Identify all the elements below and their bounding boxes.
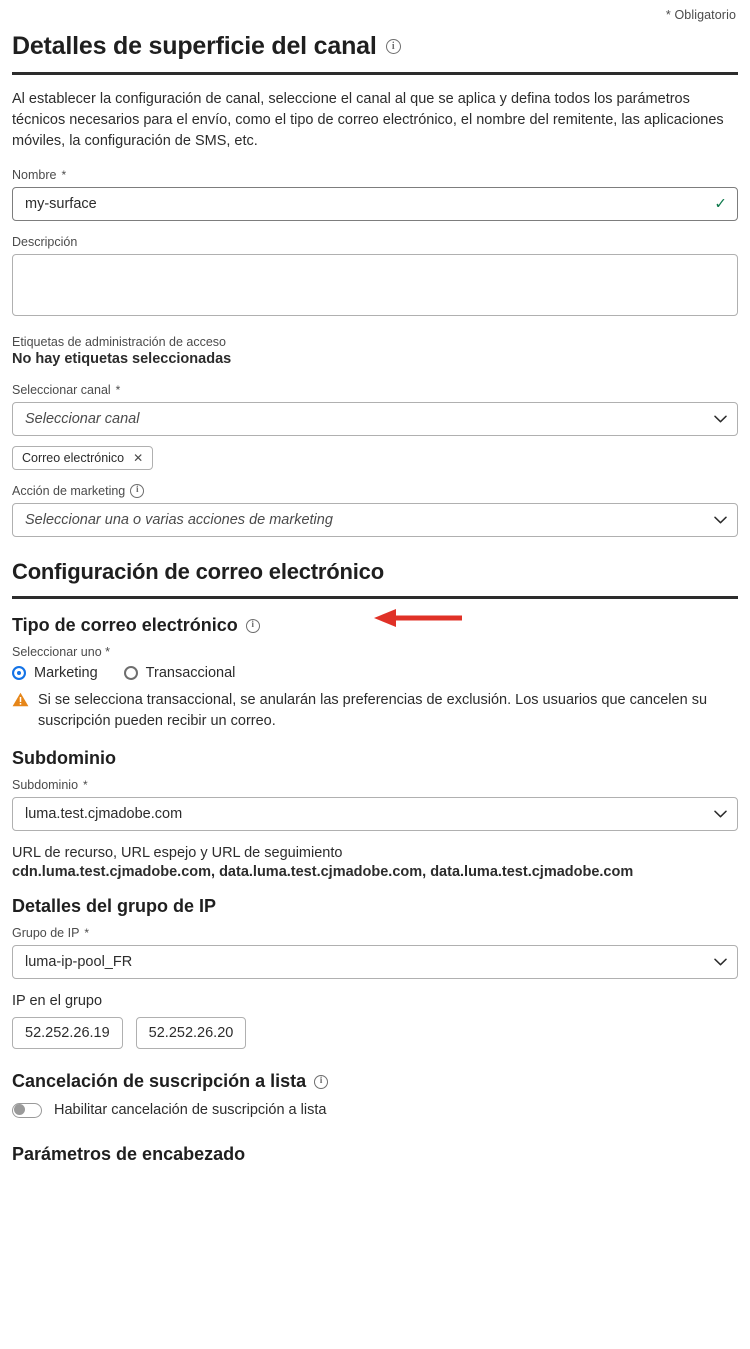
- ip-chip: 52.252.26.19: [12, 1017, 123, 1049]
- page-title-text: Detalles de superficie del canal: [12, 32, 377, 60]
- required-note: * Obligatorio: [665, 8, 736, 22]
- email-config-title: [12, 559, 738, 585]
- ip-pool-required-marker: *: [84, 926, 90, 940]
- name-field-label: [12, 168, 738, 182]
- email-type-select-label: [12, 645, 738, 659]
- subdomain-select[interactable]: [12, 797, 738, 831]
- warning-icon: [12, 692, 29, 712]
- info-icon[interactable]: i: [386, 39, 401, 54]
- channel-select-label: [12, 383, 738, 397]
- name-input-wrap: [12, 187, 738, 221]
- resource-urls-value: cdn.luma.test.cjmadobe.com, data.luma.test.cjmadobe.com, data.luma.test.cjmadobe.com: [12, 864, 634, 880]
- transactional-warning: [12, 690, 738, 732]
- ip-pool-field-label: [12, 926, 738, 940]
- email-type-required-marker: *: [105, 645, 111, 659]
- info-icon[interactable]: i: [314, 1075, 328, 1089]
- name-input[interactable]: [12, 187, 738, 221]
- channel-select[interactable]: [12, 402, 738, 436]
- subdomain-value: luma.test.cjmadobe.com: [25, 806, 183, 822]
- ips-in-pool-label: IP en el grupo: [12, 993, 103, 1009]
- transactional-warning-text: Si se selecciona transaccional, se anularán las preferencias de exclusión. Los usuarios que cancelen su suscripción pueden recibir un correo.: [38, 692, 708, 729]
- radio-dot-icon: [124, 666, 138, 680]
- email-type-radio-group: [12, 665, 738, 681]
- radio-transactional-label: Transaccional: [145, 665, 236, 681]
- email-config-divider: [12, 596, 738, 599]
- header-params-title-text: Parámetros de encabezado: [12, 1144, 246, 1164]
- header-params-title: [12, 1144, 738, 1165]
- subdomain-label-text: Subdominio: [12, 778, 79, 792]
- toggle-knob: [14, 1104, 25, 1115]
- name-label-text: Nombre: [12, 168, 57, 182]
- subdomain-select-wrap: [12, 797, 738, 831]
- radio-dot-icon: [12, 666, 26, 680]
- list-unsubscribe-title: [12, 1071, 738, 1092]
- subdomain-field-label: [12, 778, 738, 792]
- ip-pool-value: luma-ip-pool_FR: [25, 954, 133, 970]
- channel-select-wrap: [12, 402, 738, 436]
- channel-tag-label: Correo electrónico: [22, 451, 125, 465]
- list-unsubscribe-toggle[interactable]: [12, 1103, 42, 1118]
- title-divider: [12, 72, 738, 75]
- list-unsubscribe-toggle-label: Habilitar cancelación de suscripción a lista: [54, 1102, 327, 1118]
- description-label-text: Descripción: [12, 235, 78, 249]
- email-type-title-text: Tipo de correo electrónico: [12, 615, 238, 635]
- ip-pool-label-text: Grupo de IP: [12, 926, 80, 940]
- ip-list: [12, 1017, 738, 1049]
- check-icon: ✓: [714, 195, 727, 213]
- subdomain-title-text: Subdominio: [12, 748, 116, 768]
- ip-pool-select-wrap: [12, 945, 738, 979]
- marketing-action-select[interactable]: [12, 503, 738, 537]
- channel-select-label-text: Seleccionar canal: [12, 383, 111, 397]
- access-labels-label: Etiquetas de administración de acceso: [12, 335, 227, 349]
- email-type-select-label-text: Seleccionar uno: [12, 645, 102, 659]
- radio-transactional[interactable]: [124, 665, 236, 681]
- list-unsubscribe-title-text: Cancelación de suscripción a lista: [12, 1071, 307, 1091]
- marketing-action-select-wrap: [12, 503, 738, 537]
- marketing-action-label: [12, 484, 738, 498]
- intro-text: Al establecer la configuración de canal, seleccione el canal al que se aplica y defina todos los parámetros técnicos necesarios para el envío, como el tipo de correo electrónico, el nombre del remitente, las aplicaciones móviles, la configuración de SMS, etc.: [12, 91, 724, 149]
- page-title: [12, 32, 738, 61]
- description-input-wrap: [12, 254, 738, 321]
- info-icon[interactable]: i: [246, 619, 260, 633]
- subdomain-title: [12, 748, 738, 769]
- subdomain-required-marker: *: [83, 778, 88, 792]
- list-unsubscribe-toggle-row[interactable]: [12, 1102, 738, 1118]
- description-field-label: [12, 235, 738, 249]
- description-input[interactable]: [12, 254, 738, 316]
- marketing-action-label-text: Acción de marketing: [12, 484, 126, 498]
- ip-chip: 52.252.26.20: [136, 1017, 247, 1049]
- marketing-action-value: Seleccionar una o varias acciones de marketing: [25, 512, 333, 528]
- email-type-title: [12, 615, 738, 636]
- radio-marketing[interactable]: [12, 665, 98, 681]
- info-icon[interactable]: i: [130, 484, 144, 498]
- resource-urls-label: URL de recurso, URL espejo y URL de seguimiento: [12, 845, 343, 861]
- ip-pool-title-text: Detalles del grupo de IP: [12, 896, 217, 916]
- radio-marketing-label: Marketing: [34, 665, 98, 681]
- ip-pool-title: [12, 896, 738, 917]
- channel-required-marker: *: [115, 383, 121, 397]
- name-required-marker: *: [61, 168, 67, 182]
- close-icon[interactable]: ✕: [133, 451, 144, 465]
- access-labels-value: No hay etiquetas seleccionadas: [12, 351, 232, 367]
- ip-pool-select[interactable]: [12, 945, 738, 979]
- channel-select-value: Seleccionar canal: [25, 411, 140, 427]
- email-config-title-text: Configuración de correo electrónico: [12, 559, 384, 584]
- channel-tag-email[interactable]: [12, 446, 153, 470]
